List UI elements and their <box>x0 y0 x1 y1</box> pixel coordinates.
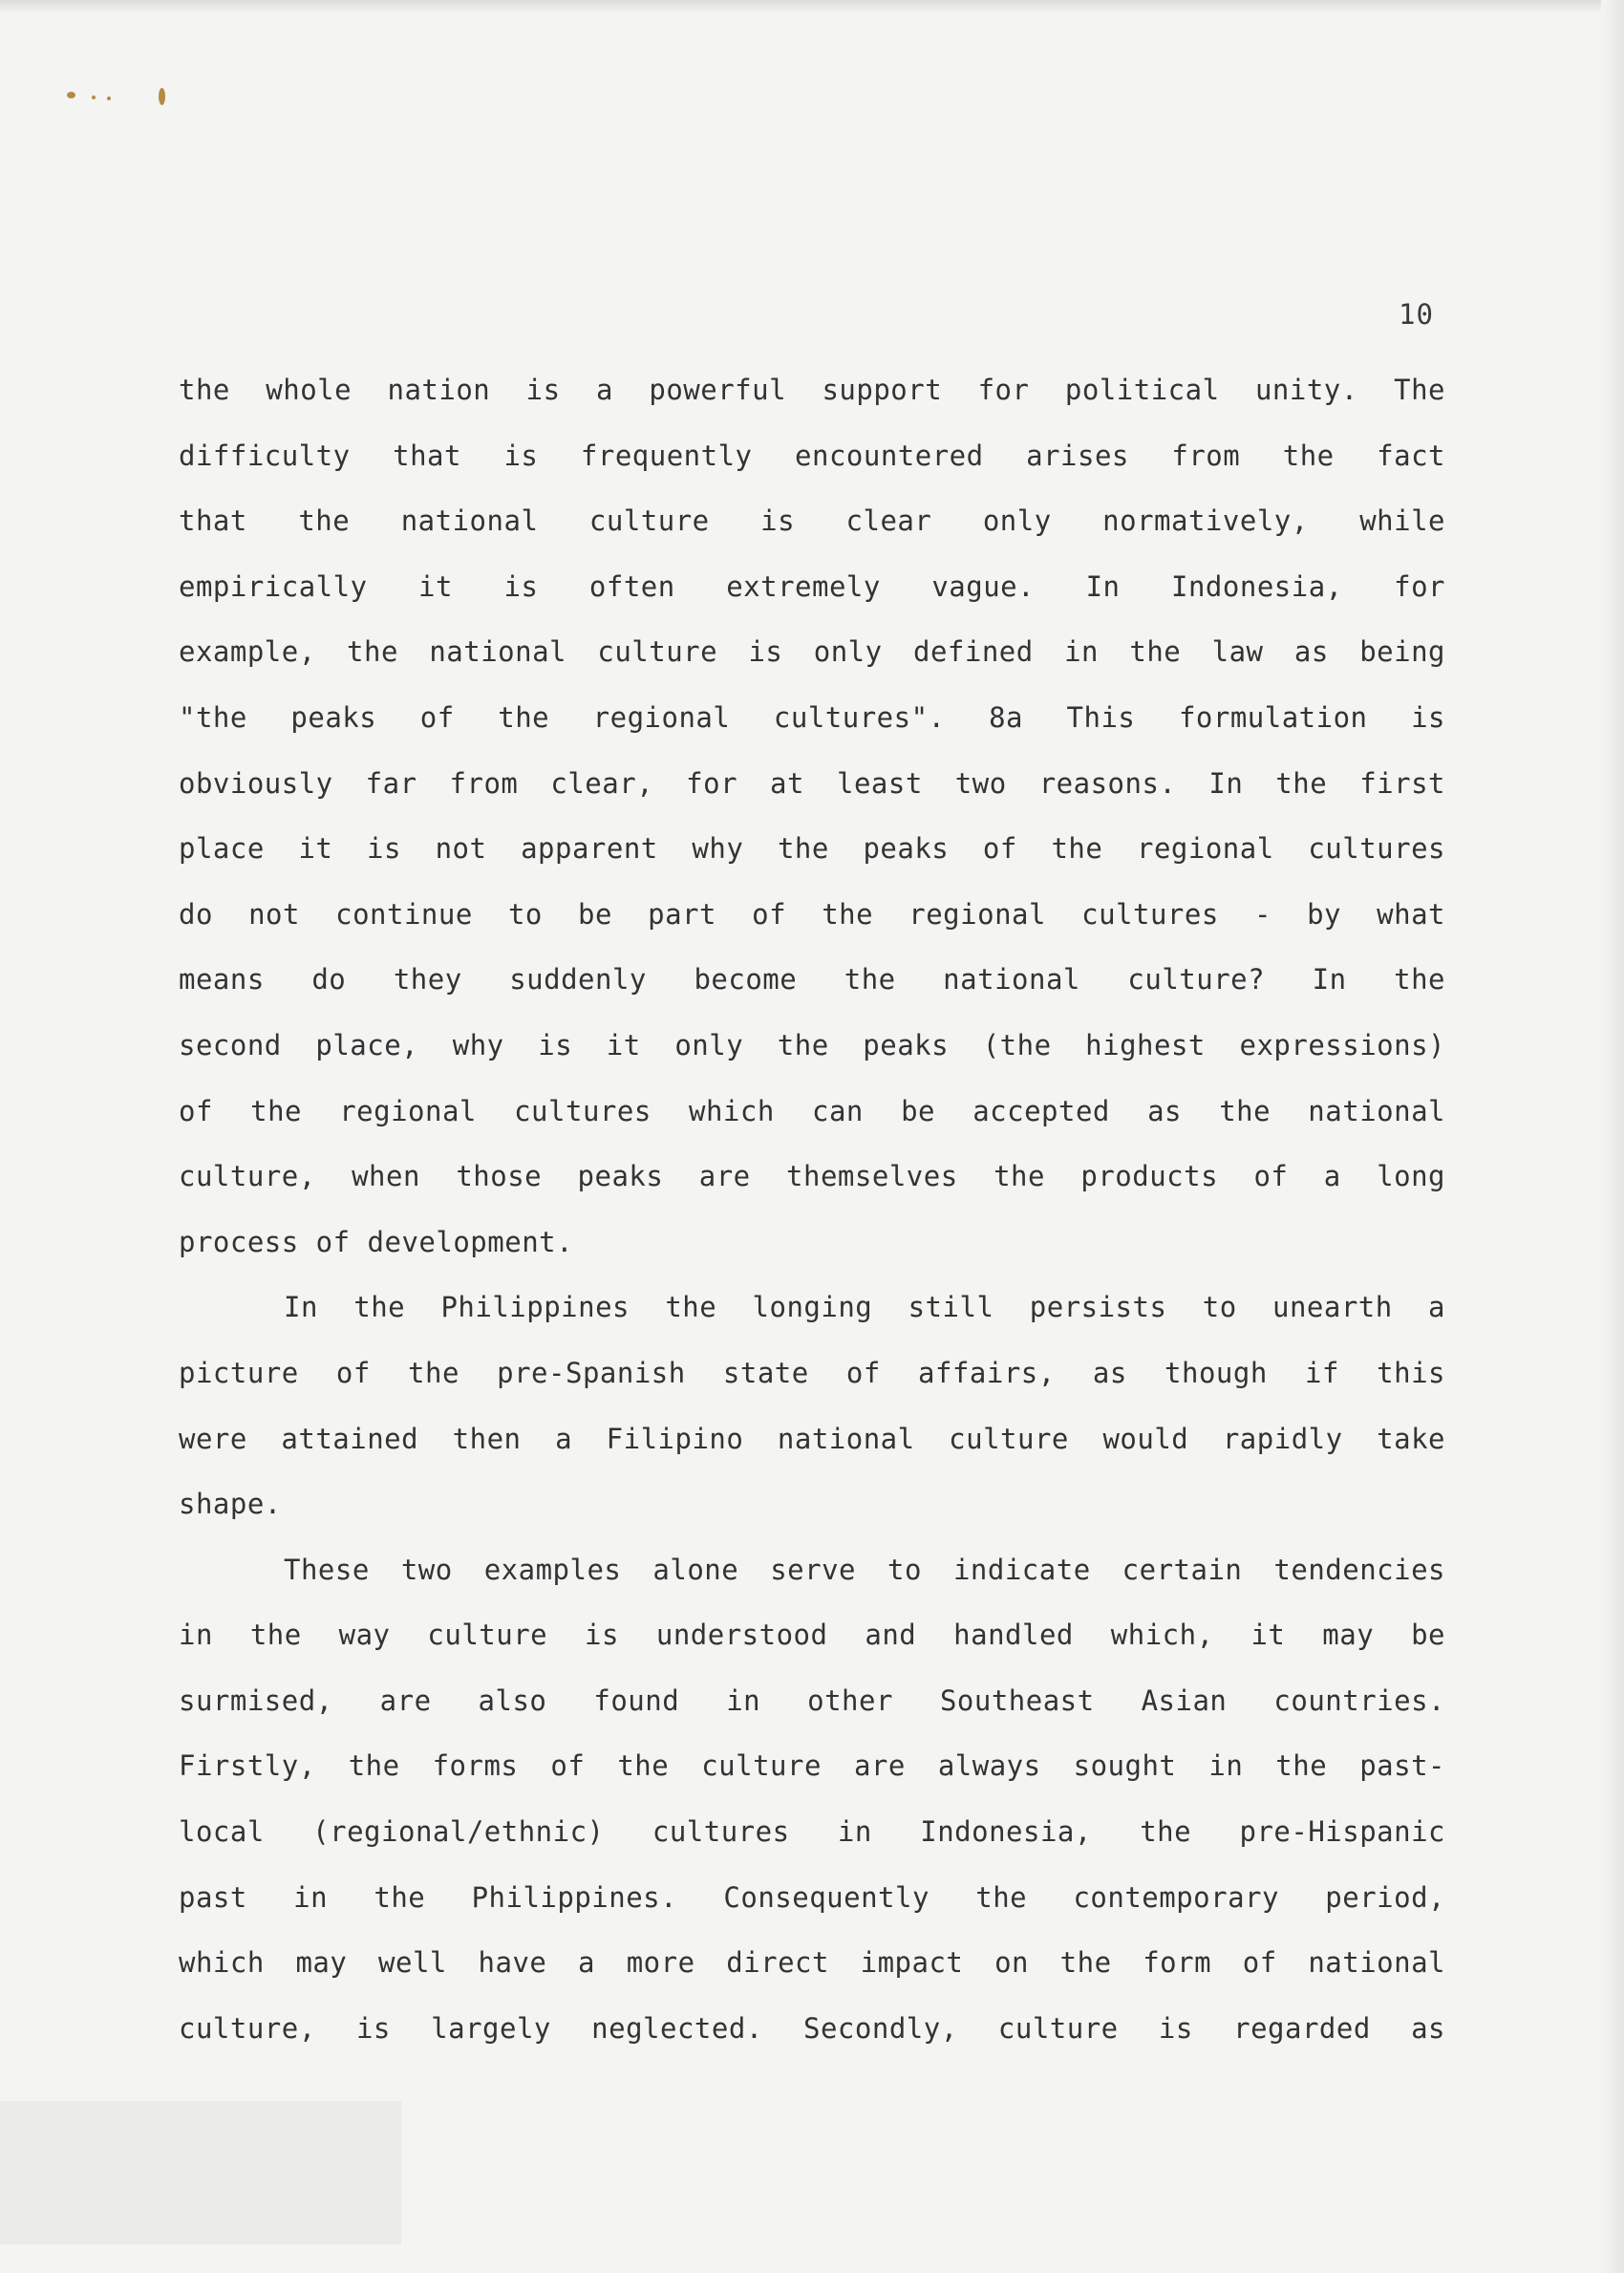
scan-top-edge <box>0 0 1624 13</box>
scan-right-edge <box>1601 0 1624 2273</box>
text-line: empirically it is often extremely vague. In Indonesia, for <box>179 569 1445 603</box>
text-line: local (regional/ethnic) cultures in Indonesia, the pre-Hispanic <box>179 1815 1445 1849</box>
text-line: in the way culture is understood and handled which, it may be <box>179 1619 1445 1652</box>
text-line: culture, is largely neglected. Secondly, culture is regarded as <box>179 2011 1445 2045</box>
text-line: shape. <box>179 1488 282 1521</box>
scan-smudge <box>0 2101 401 2244</box>
text-line: do not continue to be part of the regional cultures - by what <box>179 897 1445 931</box>
text-line: "the peaks of the regional cultures". 8a This formulation is <box>179 700 1445 734</box>
paragraph-first-line: These two examples alone serve to indicate certain tendencies <box>284 1553 1445 1586</box>
text-line: example, the national culture is only defined in the law as being <box>179 635 1445 669</box>
text-line: second place, why is it only the peaks (the highest expressions) <box>179 1028 1445 1061</box>
text-line: difficulty that is frequently encountered arises from the fact <box>179 439 1445 472</box>
text-line: Firstly, the forms of the culture are always sought in the past- <box>179 1749 1445 1783</box>
text-line: means do they suddenly become the national culture? In the <box>179 963 1445 997</box>
text-line: place it is not apparent why the peaks of the regional cultures <box>179 832 1445 866</box>
text-line: surmised, are also found in other Southeast Asian countries. <box>179 1683 1445 1717</box>
text-line: obviously far from clear, for at least two reasons. In the first <box>179 766 1445 800</box>
text-line: which may well have a more direct impact on the form of national <box>179 1946 1445 1980</box>
text-line: the whole nation is a powerful support for political unity. The <box>179 374 1445 406</box>
paragraph-first-line: In the Philippines the longing still persists to unearth a <box>284 1291 1445 1324</box>
text-line: picture of the pre-Spanish state of affairs, as though if this <box>179 1356 1445 1389</box>
ink-stain <box>107 96 111 100</box>
ink-stain <box>159 88 165 105</box>
body-text <box>179 357 1445 2061</box>
text-line: past in the Philippines. Consequently the contemporary period, <box>179 1880 1445 1914</box>
text-line: that the national culture is clear only normatively, while <box>179 504 1445 538</box>
text-line: process of development. <box>179 1225 574 1258</box>
text-line: were attained then a Filipino national culture would rapidly take <box>179 1422 1445 1455</box>
text-line: of the regional cultures which can be accepted as the national <box>179 1094 1445 1127</box>
ink-stain <box>92 96 96 99</box>
text-line: culture, when those peaks are themselves the products of a long <box>179 1160 1445 1193</box>
ink-stain <box>67 92 75 98</box>
page-number: 10 <box>1399 298 1434 331</box>
